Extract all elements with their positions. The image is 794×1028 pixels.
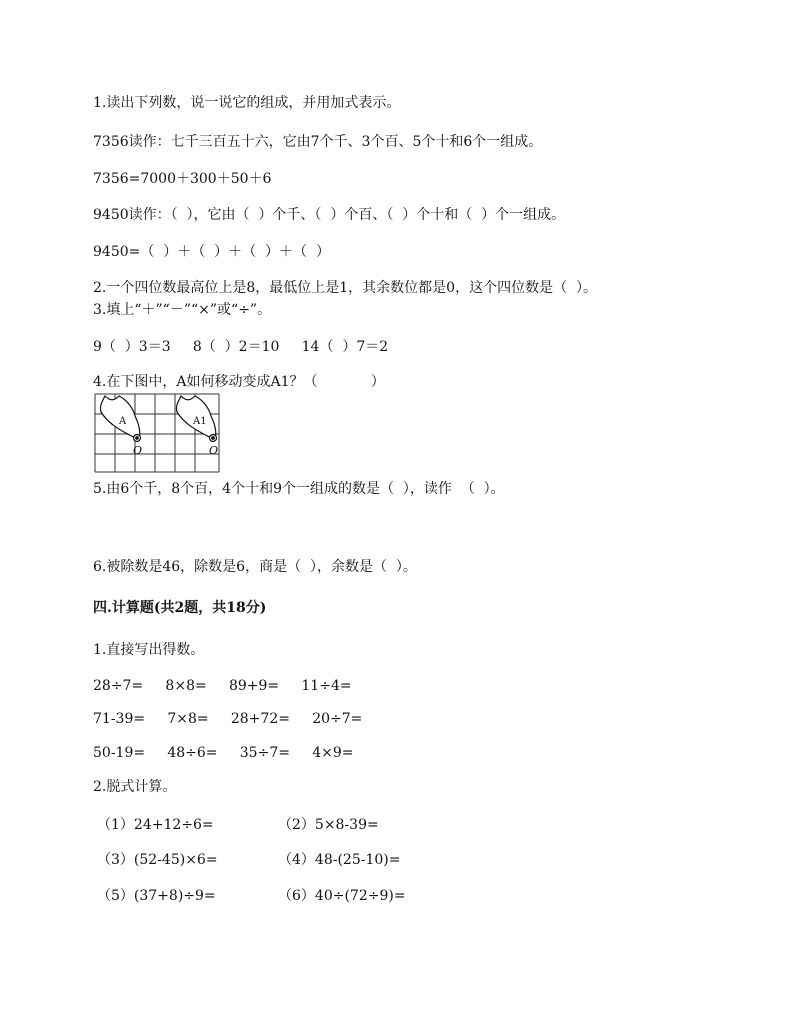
q1-example-reading: 7356读作：七千三百五十六，它由7个千、3个百、5个十和6个一组成。 bbox=[93, 134, 543, 150]
q3-items: 9（ ）3＝3 8（ ）2＝10 14（ ）7＝2 bbox=[93, 339, 389, 355]
calc1-title: 1.直接写出得数。 bbox=[93, 642, 205, 658]
section4-heading: 四.计算题(共2题，共18分) bbox=[93, 600, 267, 616]
calc1-row1: 28÷7= 8×8= 89+9= 11÷4= bbox=[93, 678, 352, 694]
q1-title: 1.读出下列数，说一说它的组成，并用加式表示。 bbox=[93, 95, 401, 111]
q1-example-sum: 7356=7000＋300＋50＋6 bbox=[93, 171, 272, 187]
label-a: A bbox=[119, 416, 127, 427]
q3-title: 3.填上“＋”“－”“×”或“÷”。 bbox=[93, 302, 272, 318]
calc2-item-2: （2）5×8-39= bbox=[278, 817, 379, 833]
label-o1: O bbox=[133, 444, 143, 457]
q1-task-reading: 9450读作：（ ），它由（ ）个千、（ ）个百、（ ）个十和（ ）个一组成。 bbox=[93, 207, 566, 223]
q5-text: 5.由6个千，8个百，4个十和9个一组成的数是（ ），读作 （ ）。 bbox=[93, 481, 505, 497]
calc2-item-5: （5）(37+8)÷9= bbox=[97, 888, 216, 904]
calc2-item-6: （6）40÷(72÷9)= bbox=[278, 888, 406, 904]
q6-text: 6.被除数是46，除数是6，商是（ ），余数是（ ）。 bbox=[93, 559, 417, 575]
calc2-item-1: （1）24+12÷6= bbox=[97, 817, 214, 833]
calc1-row2: 71-39= 7×8= 28+72= 20÷7= bbox=[93, 711, 363, 727]
q4-grid-figure bbox=[93, 392, 221, 474]
calc2-item-4: （4）48-(25-10)= bbox=[278, 852, 401, 868]
q1-task-sum: 9450=（ ）＋（ ）＋（ ）＋（ ） bbox=[93, 244, 330, 260]
calc2-item-3: （3）(52-45)×6= bbox=[97, 852, 218, 868]
calc2-title: 2.脱式计算。 bbox=[93, 779, 177, 795]
q4-title: 4.在下图中，A如何移动变成A1？（ ） bbox=[93, 374, 385, 390]
label-a1: A1 bbox=[193, 416, 207, 427]
calc1-row3: 50-19= 48÷6= 35÷7= 4×9= bbox=[93, 745, 354, 761]
label-o2: O bbox=[209, 444, 219, 457]
q2-text: 2.一个四位数最高位上是8，最低位上是1，其余数位都是0，这个四位数是（ ）。 bbox=[93, 280, 597, 296]
